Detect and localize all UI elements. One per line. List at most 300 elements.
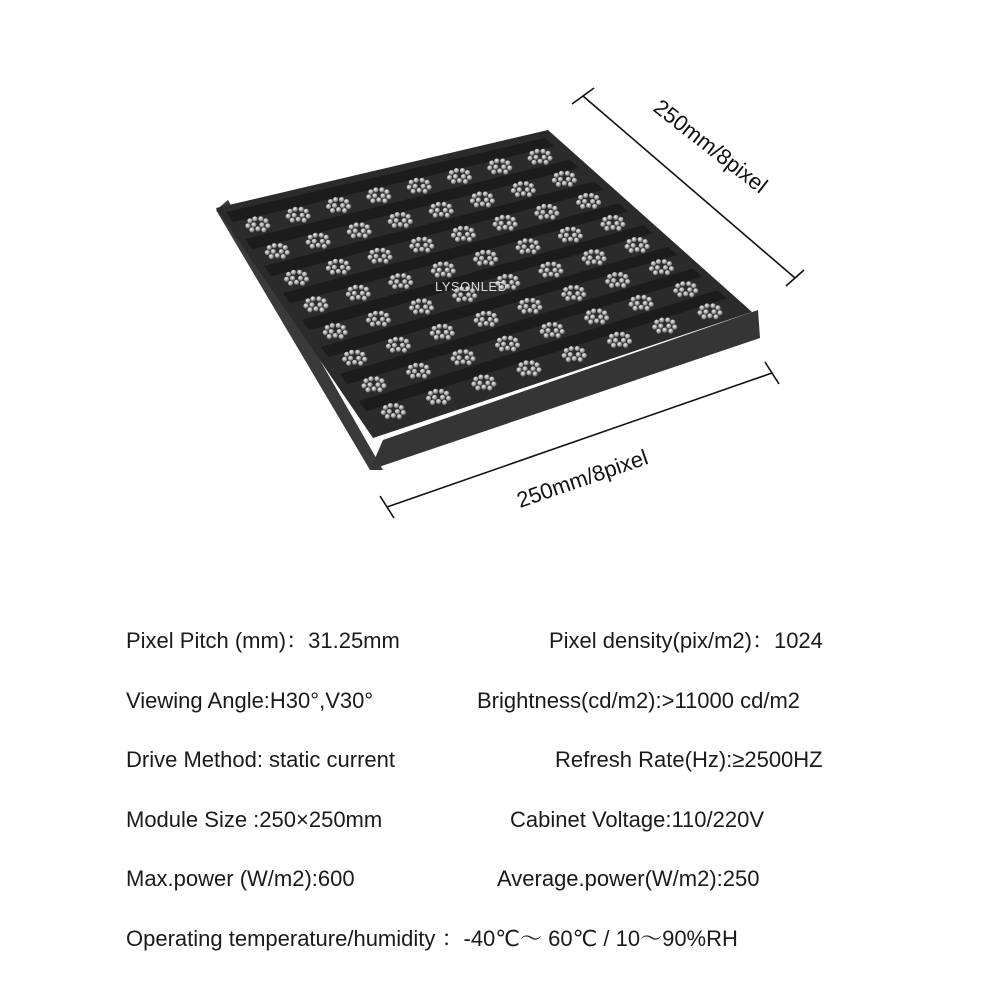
led-lamp: [597, 308, 602, 313]
led-lamp: [659, 318, 664, 323]
led-lamp: [501, 164, 506, 169]
led-lamp: [582, 256, 587, 261]
led-lamp: [371, 386, 376, 391]
led-lamp: [467, 360, 472, 365]
led-lamp: [606, 221, 611, 226]
led-lamp: [346, 292, 351, 297]
led-lamp: [556, 333, 561, 338]
led-lamp: [398, 222, 403, 227]
led-lamp: [609, 334, 614, 339]
led-lamp: [519, 300, 524, 305]
led-lamp: [483, 260, 488, 265]
led-lamp: [416, 237, 421, 242]
led-lamp: [391, 413, 396, 418]
dimension-label-bottom: 250mm/8pixel: [513, 444, 652, 513]
led-lamp: [323, 330, 328, 335]
led-lamp: [382, 198, 387, 203]
led-lamp: [575, 346, 580, 351]
led-lamp: [382, 254, 387, 259]
led-lamp: [680, 281, 685, 286]
led-lamp: [424, 365, 429, 370]
led-lamp: [380, 317, 385, 322]
led-lamp: [590, 199, 595, 204]
led-lamp: [309, 302, 314, 307]
led-lamp: [579, 287, 584, 292]
led-lamp: [394, 279, 399, 284]
led-lamp: [358, 361, 363, 366]
led-lamp: [675, 283, 680, 288]
spec-cabinet-voltage: Cabinet Voltage:110/220V: [510, 807, 765, 832]
led-lamp: [368, 313, 373, 318]
led-lamp: [341, 325, 346, 330]
led-lamp: [591, 308, 596, 313]
led-lamp: [255, 226, 260, 231]
led-lamp: [460, 168, 465, 173]
led-lamp: [595, 249, 600, 254]
led-lamp: [533, 309, 538, 314]
led-lamp: [554, 173, 559, 178]
led-lamp: [480, 250, 485, 255]
led-lamp: [346, 361, 351, 366]
led-lamp: [406, 275, 411, 280]
led-lamp: [362, 296, 367, 301]
led-lamp: [463, 179, 468, 184]
led-lamp: [564, 348, 569, 353]
led-lamp: [454, 168, 459, 173]
led-lamp: [354, 222, 359, 227]
led-lamp: [285, 250, 290, 255]
led-lamp: [524, 360, 529, 365]
led-lamp: [563, 287, 568, 292]
led-lamp: [349, 350, 354, 355]
led-lamp: [429, 209, 434, 214]
led-lamp: [669, 266, 674, 271]
led-lamp: [584, 315, 589, 320]
led-lamp: [288, 209, 293, 214]
led-lamp: [362, 357, 367, 362]
led-lamp: [407, 185, 412, 190]
led-lamp: [306, 240, 311, 245]
led-lamp: [337, 329, 342, 334]
led-lamp: [340, 265, 345, 270]
led-lamp: [336, 207, 341, 212]
led-lamp: [506, 215, 511, 220]
led-lamp: [408, 280, 413, 285]
led-lamp: [518, 240, 523, 245]
led-lamp: [441, 272, 446, 277]
led-lamp: [332, 203, 337, 208]
led-lamp: [401, 410, 406, 415]
led-lamp: [571, 295, 576, 300]
led-lamp: [291, 270, 296, 275]
led-lamp: [382, 322, 387, 327]
led-lamp: [605, 279, 610, 284]
led-lamp: [451, 356, 456, 361]
led-lamp: [618, 272, 623, 277]
led-lamp: [548, 210, 553, 215]
led-lamp: [635, 247, 640, 252]
led-lamp: [559, 171, 564, 176]
led-lamp: [501, 342, 506, 347]
led-lamp: [693, 288, 698, 293]
led-lamp: [379, 187, 384, 192]
led-lamp: [484, 375, 489, 380]
led-lamp: [607, 274, 612, 279]
led-lamp: [326, 266, 331, 271]
led-lamp: [434, 335, 439, 340]
led-lamp: [303, 303, 308, 308]
led-lamp: [492, 313, 497, 318]
led-lamp: [531, 188, 536, 193]
led-lamp: [542, 273, 547, 278]
led-lamp: [532, 160, 537, 165]
led-lamp: [431, 204, 436, 209]
led-lamp: [554, 211, 559, 216]
led-lamp: [430, 331, 435, 336]
led-lamp: [518, 181, 523, 186]
led-lamp: [491, 169, 496, 174]
led-lamp: [328, 261, 333, 266]
led-lamp: [429, 305, 434, 310]
led-lamp: [600, 251, 605, 256]
led-lamp: [402, 279, 407, 284]
led-lamp: [665, 270, 670, 275]
led-lamp: [408, 365, 413, 370]
led-lamp: [508, 336, 513, 341]
led-lamp: [317, 302, 322, 307]
led-lamp: [524, 181, 529, 186]
led-lamp: [245, 223, 250, 228]
led-lamp: [347, 229, 352, 234]
led-lamp: [483, 191, 488, 196]
led-lamp: [292, 213, 297, 218]
led-lamp: [602, 217, 607, 222]
led-lamp: [468, 297, 473, 302]
led-lamp: [614, 221, 619, 226]
led-lamp: [306, 214, 311, 219]
led-lamp: [413, 184, 418, 189]
led-lamp: [300, 213, 305, 218]
led-lamp: [365, 387, 370, 392]
led-lamp: [395, 409, 400, 414]
led-lamp: [632, 237, 637, 242]
led-lamp: [436, 399, 441, 404]
led-lamp: [486, 202, 491, 207]
led-lamp: [665, 318, 670, 323]
led-lamp: [374, 376, 379, 381]
led-lamp: [550, 332, 555, 337]
led-lamp: [621, 283, 626, 288]
led-lamp: [616, 226, 621, 231]
led-lamp: [464, 349, 469, 354]
led-lamp: [497, 226, 502, 231]
led-lamp: [470, 198, 475, 203]
led-lamp: [336, 323, 341, 328]
led-lamp: [653, 270, 658, 275]
led-lamp: [404, 284, 409, 289]
led-lamp: [542, 155, 547, 160]
led-lamp: [392, 343, 397, 348]
led-lamp: [509, 226, 514, 231]
led-lamp: [360, 291, 365, 296]
led-lamp: [614, 332, 619, 337]
led-lamp: [381, 248, 386, 253]
led-lamp: [611, 278, 616, 283]
led-lamp: [451, 179, 456, 184]
led-lamp: [602, 256, 607, 261]
led-lamp: [547, 322, 552, 327]
led-lamp: [534, 155, 539, 160]
led-lamp: [388, 339, 393, 344]
led-lamp: [421, 184, 426, 189]
led-lamp: [370, 250, 375, 255]
led-lamp: [667, 261, 672, 266]
led-lamp: [302, 272, 307, 277]
led-lamp: [652, 325, 657, 330]
led-lamp: [582, 353, 587, 358]
led-lamp: [340, 203, 345, 208]
led-lamp: [590, 314, 595, 319]
led-lamp: [383, 405, 388, 410]
led-lamp: [349, 224, 354, 229]
led-lamp: [451, 233, 456, 238]
led-lamp: [577, 296, 582, 301]
led-lamp: [474, 202, 479, 207]
led-lamp: [478, 322, 483, 327]
led-lamp: [499, 347, 504, 352]
led-lamp: [342, 208, 347, 213]
led-lamp: [592, 259, 597, 264]
led-lamp: [552, 178, 557, 183]
led-lamp: [336, 269, 341, 274]
led-lamp: [594, 318, 599, 323]
led-lamp: [558, 269, 563, 274]
led-lamp: [359, 285, 364, 290]
led-lamp: [457, 232, 462, 237]
led-lamp: [386, 194, 391, 199]
led-lamp: [627, 339, 632, 344]
led-lamp: [263, 218, 268, 223]
led-lamp: [415, 304, 420, 309]
led-lamp: [409, 180, 414, 185]
led-lamp: [283, 245, 288, 250]
led-lamp: [489, 377, 494, 382]
led-lamp: [525, 187, 530, 192]
led-lamp: [508, 274, 513, 279]
led-lamp: [259, 222, 264, 227]
led-lamp: [497, 168, 502, 173]
led-lamp: [450, 331, 455, 336]
led-lamp: [284, 277, 289, 282]
led-lamp: [271, 249, 276, 254]
led-lamp: [316, 296, 321, 301]
led-lamp: [440, 395, 445, 400]
led-lamp: [654, 320, 659, 325]
led-lamp: [342, 357, 347, 362]
led-lamp: [611, 343, 616, 348]
led-lamp: [413, 248, 418, 253]
led-lamp: [507, 221, 512, 226]
led-lamp: [288, 281, 293, 286]
led-lamp: [521, 191, 526, 196]
led-lamp: [368, 255, 373, 260]
led-lamp: [316, 243, 321, 248]
led-lamp: [387, 409, 392, 414]
led-lamp: [366, 318, 371, 323]
led-lamp: [443, 324, 448, 329]
led-lamp: [489, 160, 494, 165]
led-lamp: [517, 305, 522, 310]
led-lamp: [582, 199, 587, 204]
led-lamp: [400, 343, 405, 348]
led-lamp: [511, 285, 516, 290]
led-lamp: [436, 330, 441, 335]
led-lamp: [686, 281, 691, 286]
led-lamp: [455, 237, 460, 242]
led-lamp: [384, 313, 389, 318]
led-lamp: [365, 224, 370, 229]
led-lamp: [600, 222, 605, 227]
led-lamp: [478, 375, 483, 380]
led-lamp: [381, 383, 386, 388]
led-lamp: [713, 314, 718, 319]
led-lamp: [380, 193, 385, 198]
led-lamp: [524, 298, 529, 303]
led-lamp: [529, 238, 534, 243]
led-lamp: [589, 193, 594, 198]
led-lamp: [392, 223, 397, 228]
led-lamp: [353, 228, 358, 233]
led-lamp: [600, 319, 605, 324]
led-lamp: [507, 165, 512, 170]
led-lamp: [411, 300, 416, 305]
led-lamp: [521, 309, 526, 314]
led-lamp: [568, 237, 573, 242]
led-lamp: [465, 170, 470, 175]
led-lamp: [467, 237, 472, 242]
led-lamp: [290, 276, 295, 281]
led-lamp: [385, 414, 390, 419]
led-lamp: [475, 252, 480, 257]
spec-average-power: Average.power(W/m2):250: [497, 866, 760, 891]
led-lamp: [249, 227, 254, 232]
led-lamp: [666, 324, 671, 329]
led-lamp: [658, 324, 663, 329]
led-lamp: [447, 273, 452, 278]
led-lamp: [697, 310, 702, 315]
led-lamp: [393, 337, 398, 342]
led-lamp: [576, 352, 581, 357]
led-lamp: [541, 149, 546, 154]
led-lamp: [467, 175, 472, 180]
led-lamp: [363, 233, 368, 238]
led-lamp: [433, 264, 438, 269]
led-lamp: [489, 261, 494, 266]
led-lamp: [534, 240, 539, 245]
led-lamp: [265, 250, 270, 255]
led-lamp: [560, 329, 565, 334]
led-lamp: [531, 366, 536, 371]
led-lamp: [394, 403, 399, 408]
led-lamp: [511, 217, 516, 222]
led-lamp: [447, 175, 452, 180]
led-lamp: [505, 346, 510, 351]
led-lamp: [689, 292, 694, 297]
led-lamp: [449, 170, 454, 175]
led-lamp: [396, 347, 401, 352]
led-lamp: [662, 259, 667, 264]
led-lamp: [598, 260, 603, 265]
led-lamp: [536, 206, 541, 211]
led-lamp: [430, 400, 435, 405]
led-lamp: [353, 285, 358, 290]
led-lamp: [522, 244, 527, 249]
led-lamp: [513, 276, 518, 281]
led-lamp: [621, 338, 626, 343]
led-lamp: [368, 189, 373, 194]
led-lamp: [439, 389, 444, 394]
led-lamp: [462, 296, 467, 301]
led-lamp: [258, 216, 263, 221]
led-lamp: [511, 347, 516, 352]
led-lamp: [625, 334, 630, 339]
led-lamp: [364, 287, 369, 292]
led-lamp: [517, 367, 522, 372]
led-lamp: [552, 206, 557, 211]
led-lamp: [278, 243, 283, 248]
led-lamp: [333, 333, 338, 338]
led-lamp: [515, 192, 520, 197]
led-lamp: [639, 305, 644, 310]
led-lamp: [251, 222, 256, 227]
led-lamp: [379, 378, 384, 383]
led-lamp: [469, 351, 474, 356]
brand-label: LYSONLED: [435, 279, 508, 294]
led-lamp: [572, 356, 577, 361]
led-lamp: [546, 151, 551, 156]
led-lamp: [629, 248, 634, 253]
led-lamp: [366, 194, 371, 199]
led-lamp: [357, 232, 362, 237]
led-lamp: [390, 348, 395, 353]
led-lamp: [360, 222, 365, 227]
led-lamp: [576, 200, 581, 205]
led-lamp: [423, 304, 428, 309]
led-lamp: [293, 207, 298, 212]
led-lamp: [699, 305, 704, 310]
led-lamp: [384, 259, 389, 264]
led-lamp: [509, 280, 514, 285]
led-lamp: [540, 210, 545, 215]
led-lamp: [558, 177, 563, 182]
led-lamp: [535, 300, 540, 305]
led-lamp: [413, 309, 418, 314]
led-lamp: [565, 227, 570, 232]
led-lamp: [586, 260, 591, 265]
led-lamp: [620, 332, 625, 337]
led-lamp: [352, 360, 357, 365]
led-lamp: [464, 226, 469, 231]
led-lamp: [673, 288, 678, 293]
led-lamp: [313, 306, 318, 311]
led-lamp: [437, 324, 442, 329]
led-lamp: [562, 238, 567, 243]
led-lamp: [313, 233, 318, 238]
led-lamp: [633, 306, 638, 311]
led-lamp: [398, 283, 403, 288]
led-lamp: [414, 178, 419, 183]
led-lamp: [247, 218, 252, 223]
